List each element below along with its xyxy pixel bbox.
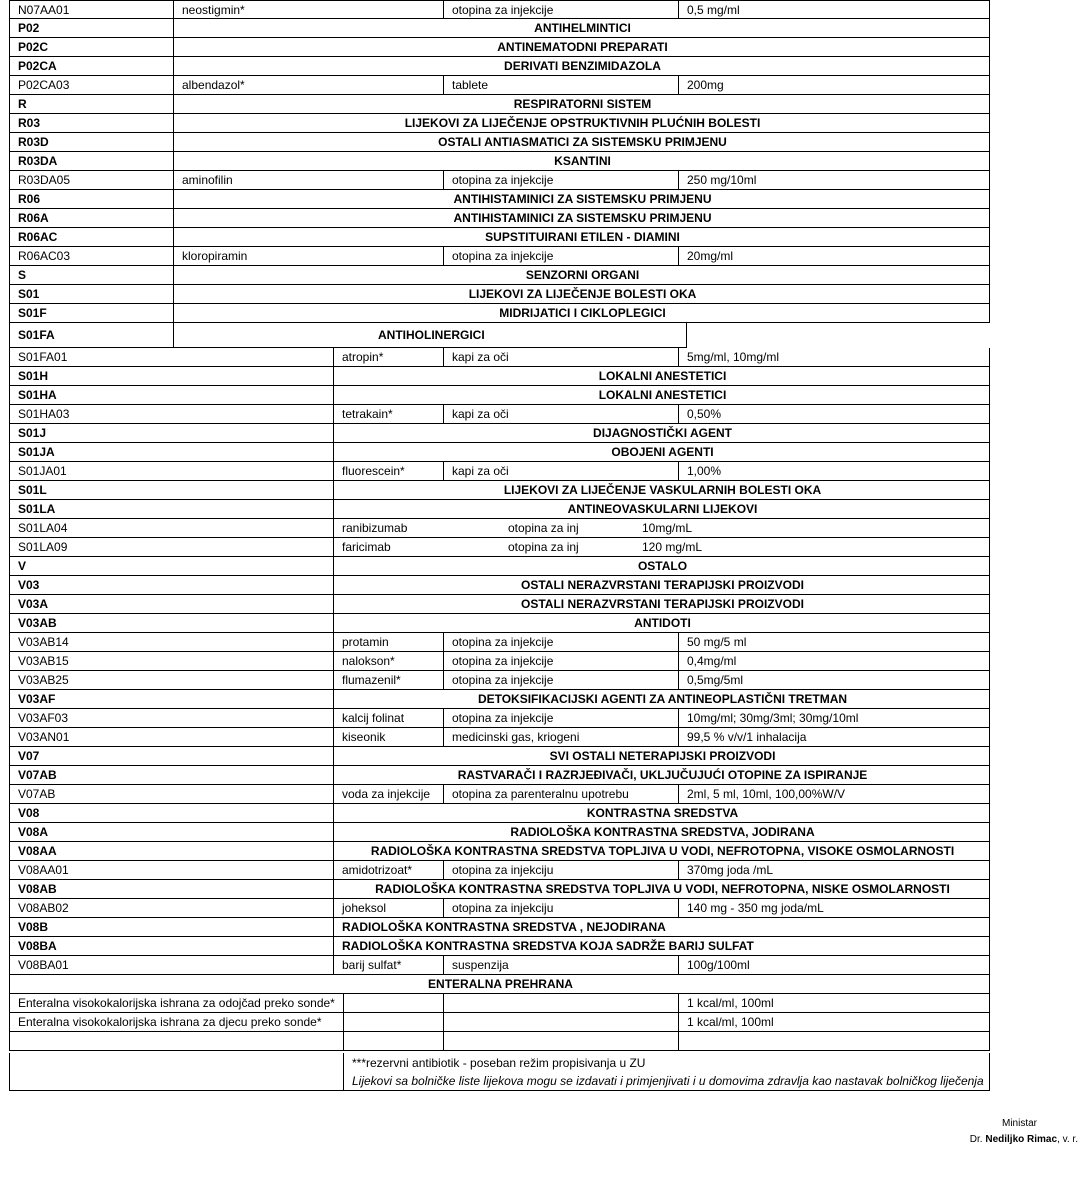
atc-code: S01JA	[18, 445, 55, 459]
group-title: MIDRIJATICI I CIKLOPLEGICI	[173, 304, 991, 322]
group-title: SUPSTITUIRANI ETILEN - DIAMINI	[173, 228, 991, 246]
atc-code: S01FA	[18, 328, 55, 342]
drug-name: kiseonik	[333, 728, 443, 746]
pharmaceutical-form: kapi za oči	[443, 348, 678, 366]
group-row	[9, 918, 990, 937]
product-name	[10, 1032, 343, 1050]
pharmaceutical-form: otopina za inj	[508, 521, 579, 535]
dosage: 0,5mg/5ml	[678, 671, 991, 689]
drug-name: fluorescein*	[333, 462, 443, 480]
atc-code: S01LA04	[18, 521, 68, 535]
drug-name: albendazol*	[173, 76, 443, 94]
group-title: LIJEKOVI ZA LIJEČENJE OPSTRUKTIVNIH PLUĆNIH BOLESTI	[173, 114, 991, 132]
group-title: LOKALNI ANESTETICI	[333, 367, 991, 385]
drug-row	[9, 899, 990, 918]
group-row	[9, 576, 990, 595]
group-title: RADIOLOŠKA KONTRASTNA SREDSTVA , NEJODIRANA	[333, 918, 991, 936]
atc-code: S01H	[18, 369, 49, 383]
atc-code: V03AB	[18, 616, 57, 630]
drug-row	[9, 956, 990, 975]
pharmaceutical-form: otopina za injekciju	[443, 861, 678, 879]
group-title: OSTALO	[333, 557, 991, 575]
pharmaceutical-form: suspenzija	[443, 956, 678, 974]
atc-code: R06AC	[18, 230, 58, 244]
drug-name: barij sulfat*	[333, 956, 443, 974]
empty-cell	[443, 994, 678, 1012]
group-title: DETOKSIFIKACIJSKI AGENTI ZA ANTINEOPLASTIČNI TRETMAN	[333, 690, 991, 708]
pharmaceutical-form: otopina za injekcije	[443, 171, 678, 189]
empty-cell	[443, 1013, 678, 1031]
atc-code: P02	[18, 21, 40, 35]
group-title: RASTVARAČI I RAZRJEĐIVAČI, UKLJUČUJUĆI OTOPINE ZA ISPIRANJE	[333, 766, 991, 784]
atc-code: V08BA01	[18, 958, 69, 972]
drug-row	[9, 633, 990, 652]
atc-code: V08BA	[18, 939, 57, 953]
group-title: OSTALI ANTIASMATICI ZA SISTEMSKU PRIMJENU	[173, 133, 991, 151]
atc-code: V08	[18, 806, 40, 820]
atc-code: S01F	[18, 306, 47, 320]
group-row	[9, 595, 990, 614]
group-row	[9, 367, 990, 386]
drug-row	[9, 405, 990, 424]
pharmaceutical-form: otopina za injekcije	[443, 247, 678, 265]
dosage: 370mg joda /mL	[678, 861, 991, 879]
group-title: ANTINEOVASKULARNI LIJEKOVI	[333, 500, 991, 518]
atc-code: V03AB14	[18, 635, 69, 649]
atc-code: V03	[18, 578, 40, 592]
atc-code: V03AN01	[18, 730, 70, 744]
atc-code: V	[18, 559, 27, 573]
group-row	[9, 481, 990, 500]
group-title: RESPIRATORNI SISTEM	[173, 95, 991, 113]
enteral-row	[9, 1032, 990, 1051]
pharmaceutical-form: otopina za injekcije	[443, 671, 678, 689]
atc-code: V08AA01	[18, 863, 69, 877]
pharmaceutical-form: otopina za inj	[508, 540, 579, 554]
dosage: 140 mg - 350 mg joda/mL	[678, 899, 991, 917]
dosage: 1,00%	[678, 462, 991, 480]
group-row	[9, 975, 990, 994]
atc-code: V08AB02	[18, 901, 69, 915]
group-title: RADIOLOŠKA KONTRASTNA SREDSTVA, JODIRANA	[333, 823, 991, 841]
atc-code: R03DA05	[18, 173, 71, 187]
drug-row	[9, 171, 990, 190]
drug-row	[9, 0, 990, 19]
atc-code: R03DA	[18, 154, 58, 168]
dosage: 200mg	[678, 76, 991, 94]
drug-row	[9, 538, 990, 557]
group-row	[9, 95, 990, 114]
dosage: 5mg/ml, 10mg/ml	[678, 348, 991, 366]
group-row	[9, 880, 990, 899]
product-name: Enteralna visokokalorijska ishrana za djecu preko sonde*	[18, 1015, 322, 1029]
signature	[970, 1134, 1078, 1145]
atc-code: V07AB	[18, 787, 56, 801]
drug-name: nalokson*	[333, 652, 443, 670]
atc-code: V03A	[18, 597, 49, 611]
drug-name: voda za injekcije	[333, 785, 443, 803]
signature-prefix: Dr.	[969, 1134, 983, 1145]
drug-row	[9, 785, 990, 804]
drug-name: aminofilin	[173, 171, 443, 189]
dosage: 1 kcal/ml, 100ml	[678, 1013, 991, 1031]
dosage: 0,50%	[678, 405, 991, 423]
atc-code: P02CA03	[18, 78, 70, 92]
pharmaceutical-form: otopina za injekcije	[443, 633, 678, 651]
group-row	[9, 190, 990, 209]
drug-row	[9, 861, 990, 880]
group-row	[9, 500, 990, 519]
drug-name: faricimab	[342, 540, 391, 554]
atc-code: S01LA09	[18, 540, 68, 554]
group-title: OSTALI NERAZVRSTANI TERAPIJSKI PROIZVODI	[333, 595, 991, 613]
group-title: SENZORNI ORGANI	[173, 266, 991, 284]
atc-code: R06AC03	[18, 249, 71, 263]
drug-row	[9, 671, 990, 690]
atc-code: V08A	[18, 825, 49, 839]
atc-code: S01LA	[18, 502, 56, 516]
dosage: 250 mg/10ml	[678, 171, 991, 189]
drug-row	[9, 348, 990, 367]
pharmaceutical-form: kapi za oči	[443, 462, 678, 480]
atc-code: S01HA03	[18, 407, 70, 421]
group-row	[9, 823, 990, 842]
pharmaceutical-form: medicinski gas, kriogeni	[443, 728, 678, 746]
group-title: RADIOLOŠKA KONTRASTNA SREDSTVA TOPLJIVA U VODI, NEFROTOPNA, VISOKE OSMOLARNOSTI	[333, 842, 991, 860]
group-row	[9, 209, 990, 228]
group-title: LIJEKOVI ZA LIJEČENJE BOLESTI OKA	[173, 285, 991, 303]
group-title: SVI OSTALI NETERAPIJSKI PROIZVODI	[333, 747, 991, 765]
group-title: ANTIDOTI	[333, 614, 991, 632]
drug-name: amidotrizoat*	[333, 861, 443, 879]
drug-name: flumazenil*	[333, 671, 443, 689]
dosage: 99,5 % v/v/1 inhalacija	[678, 728, 991, 746]
drug-details	[333, 519, 991, 537]
atc-code: S	[18, 268, 27, 282]
drug-row	[9, 76, 990, 95]
drug-name: tetrakain*	[333, 405, 443, 423]
atc-code: S01HA	[18, 388, 57, 402]
atc-code: R06A	[18, 211, 49, 225]
group-title: LOKALNI ANESTETICI	[333, 386, 991, 404]
atc-code: V08AB	[18, 882, 57, 896]
group-row	[9, 133, 990, 152]
atc-code: R03D	[18, 135, 49, 149]
drug-name: kalcij folinat	[333, 709, 443, 727]
dosage: 50 mg/5 ml	[678, 633, 991, 651]
dosage: 120 mg/mL	[642, 540, 703, 554]
atc-code: V03AB25	[18, 673, 69, 687]
drug-name: joheksol	[333, 899, 443, 917]
dosage: 100g/100ml	[678, 956, 991, 974]
group-title: LIJEKOVI ZA LIJEČENJE VASKULARNIH BOLESTI OKA	[333, 481, 991, 499]
group-row	[9, 152, 990, 171]
drug-details	[333, 538, 991, 556]
group-row	[9, 557, 990, 576]
pharmaceutical-form: otopina za injekcije	[443, 652, 678, 670]
drug-row	[9, 709, 990, 728]
atc-code: S01J	[18, 426, 47, 440]
signature-suffix: , v. r.	[1057, 1134, 1078, 1145]
atc-code: V03AF	[18, 692, 56, 706]
group-row	[9, 19, 990, 38]
atc-code: S01FA01	[18, 350, 68, 364]
group-row	[9, 285, 990, 304]
dosage: 2ml, 5 ml, 10ml, 100,00%W/V	[678, 785, 991, 803]
group-row	[9, 690, 990, 709]
pharmaceutical-form: otopina za parenteralnu upotrebu	[443, 785, 678, 803]
group-title: ANTINEMATODNI PREPARATI	[173, 38, 991, 56]
drug-row	[9, 462, 990, 481]
group-row	[9, 386, 990, 405]
group-title: ENTERALNA PREHRANA	[428, 977, 573, 991]
atc-code: R	[18, 97, 27, 111]
dosage: 0,4mg/ml	[678, 652, 991, 670]
signature-title: Ministar	[1001, 1118, 1037, 1129]
group-row	[9, 766, 990, 785]
group-row	[9, 937, 990, 956]
group-row	[9, 114, 990, 133]
footnote-hospital-list-note: Lijekovi sa bolničke liste lijekova mogu se izdavati i primjenjivati i u domovima zdravlja kao nastavak bolničkog liječenja	[352, 1074, 984, 1088]
empty-cell	[343, 1013, 443, 1031]
dosage: 10mg/ml; 30mg/3ml; 30mg/10ml	[678, 709, 991, 727]
pharmaceutical-form: kapi za oči	[443, 405, 678, 423]
atc-code: V07	[18, 749, 40, 763]
group-row	[9, 38, 990, 57]
dosage: 20mg/ml	[678, 247, 991, 265]
atc-code: S01	[18, 287, 40, 301]
atc-code: S01JA01	[18, 464, 67, 478]
group-row	[9, 443, 990, 462]
empty-cell	[343, 994, 443, 1012]
group-row	[9, 424, 990, 443]
enteral-row	[9, 1013, 990, 1032]
group-row	[9, 266, 990, 285]
group-row	[9, 804, 990, 823]
drug-name: atropin*	[333, 348, 443, 366]
drug-name: protamin	[333, 633, 443, 651]
group-row	[9, 842, 990, 861]
group-title: OBOJENI AGENTI	[333, 443, 991, 461]
atc-code: V08B	[18, 920, 49, 934]
drug-name: neostigmin*	[173, 1, 443, 18]
group-title: ANTIHOLINERGICI	[173, 323, 688, 347]
group-title: KONTRASTNA SREDSTVA	[333, 804, 991, 822]
dosage: 0,5 mg/ml	[678, 1, 991, 18]
pharmaceutical-form: otopina za injekciju	[443, 899, 678, 917]
enteral-row	[9, 994, 990, 1013]
dosage: 1 kcal/ml, 100ml	[678, 994, 991, 1012]
group-title: RADIOLOŠKA KONTRASTNA SREDSTVA KOJA SADRŽE BARIJ SULFAT	[333, 937, 991, 955]
atc-code: N07AA01	[18, 3, 70, 17]
group-row	[9, 614, 990, 633]
atc-code: S01L	[18, 483, 47, 497]
empty-cell	[343, 1032, 443, 1050]
pharmaceutical-form: otopina za injekcije	[443, 709, 678, 727]
drug-name: ranibizumab	[342, 521, 408, 535]
atc-code: R06	[18, 192, 41, 206]
dosage: 10mg/mL	[642, 521, 693, 535]
dosage	[678, 1032, 991, 1050]
atc-code: V03AF03	[18, 711, 69, 725]
group-title: DERIVATI BENZIMIDAZOLA	[173, 57, 991, 75]
footnote-box	[9, 1053, 990, 1091]
signature-name: Nediljko Rimac	[985, 1134, 1058, 1145]
atc-code: P02CA	[18, 59, 57, 73]
group-row	[9, 228, 990, 247]
group-row	[9, 304, 990, 323]
group-title: RADIOLOŠKA KONTRASTNA SREDSTVA TOPLJIVA U VODI, NEFROTOPNA, NISKE OSMOLARNOSTI	[333, 880, 991, 898]
product-name: Enteralna visokokalorijska ishrana za odojčad preko sonde*	[18, 996, 335, 1010]
footnote-reserve-antibiotic: ***rezervni antibiotik - poseban režim propisivanja u ZU	[352, 1056, 646, 1070]
atc-code: V07AB	[18, 768, 57, 782]
drug-row	[9, 519, 990, 538]
group-title: ANTIHELMINTICI	[173, 19, 991, 37]
group-title: KSANTINI	[173, 152, 991, 170]
group-title: ANTIHISTAMINICI ZA SISTEMSKU PRIMJENU	[173, 209, 991, 227]
pharmaceutical-form: tablete	[443, 76, 678, 94]
atc-code: R03	[18, 116, 41, 130]
group-title: DIJAGNOSTIČKI AGENT	[333, 424, 991, 442]
drug-row	[9, 728, 990, 747]
drug-name: kloropiramin	[173, 247, 443, 265]
atc-code: P02C	[18, 40, 49, 54]
group-row	[9, 57, 990, 76]
group-row	[9, 747, 990, 766]
atc-code: V08AA	[18, 844, 57, 858]
group-title: OSTALI NERAZVRSTANI TERAPIJSKI PROIZVODI	[333, 576, 991, 594]
drug-row	[9, 247, 990, 266]
drug-row	[9, 652, 990, 671]
empty-cell	[443, 1032, 678, 1050]
group-row	[9, 323, 687, 348]
pharmaceutical-form: otopina za injekcije	[443, 1, 678, 18]
group-title: ANTIHISTAMINICI ZA SISTEMSKU PRIMJENU	[173, 190, 991, 208]
atc-code: V03AB15	[18, 654, 69, 668]
